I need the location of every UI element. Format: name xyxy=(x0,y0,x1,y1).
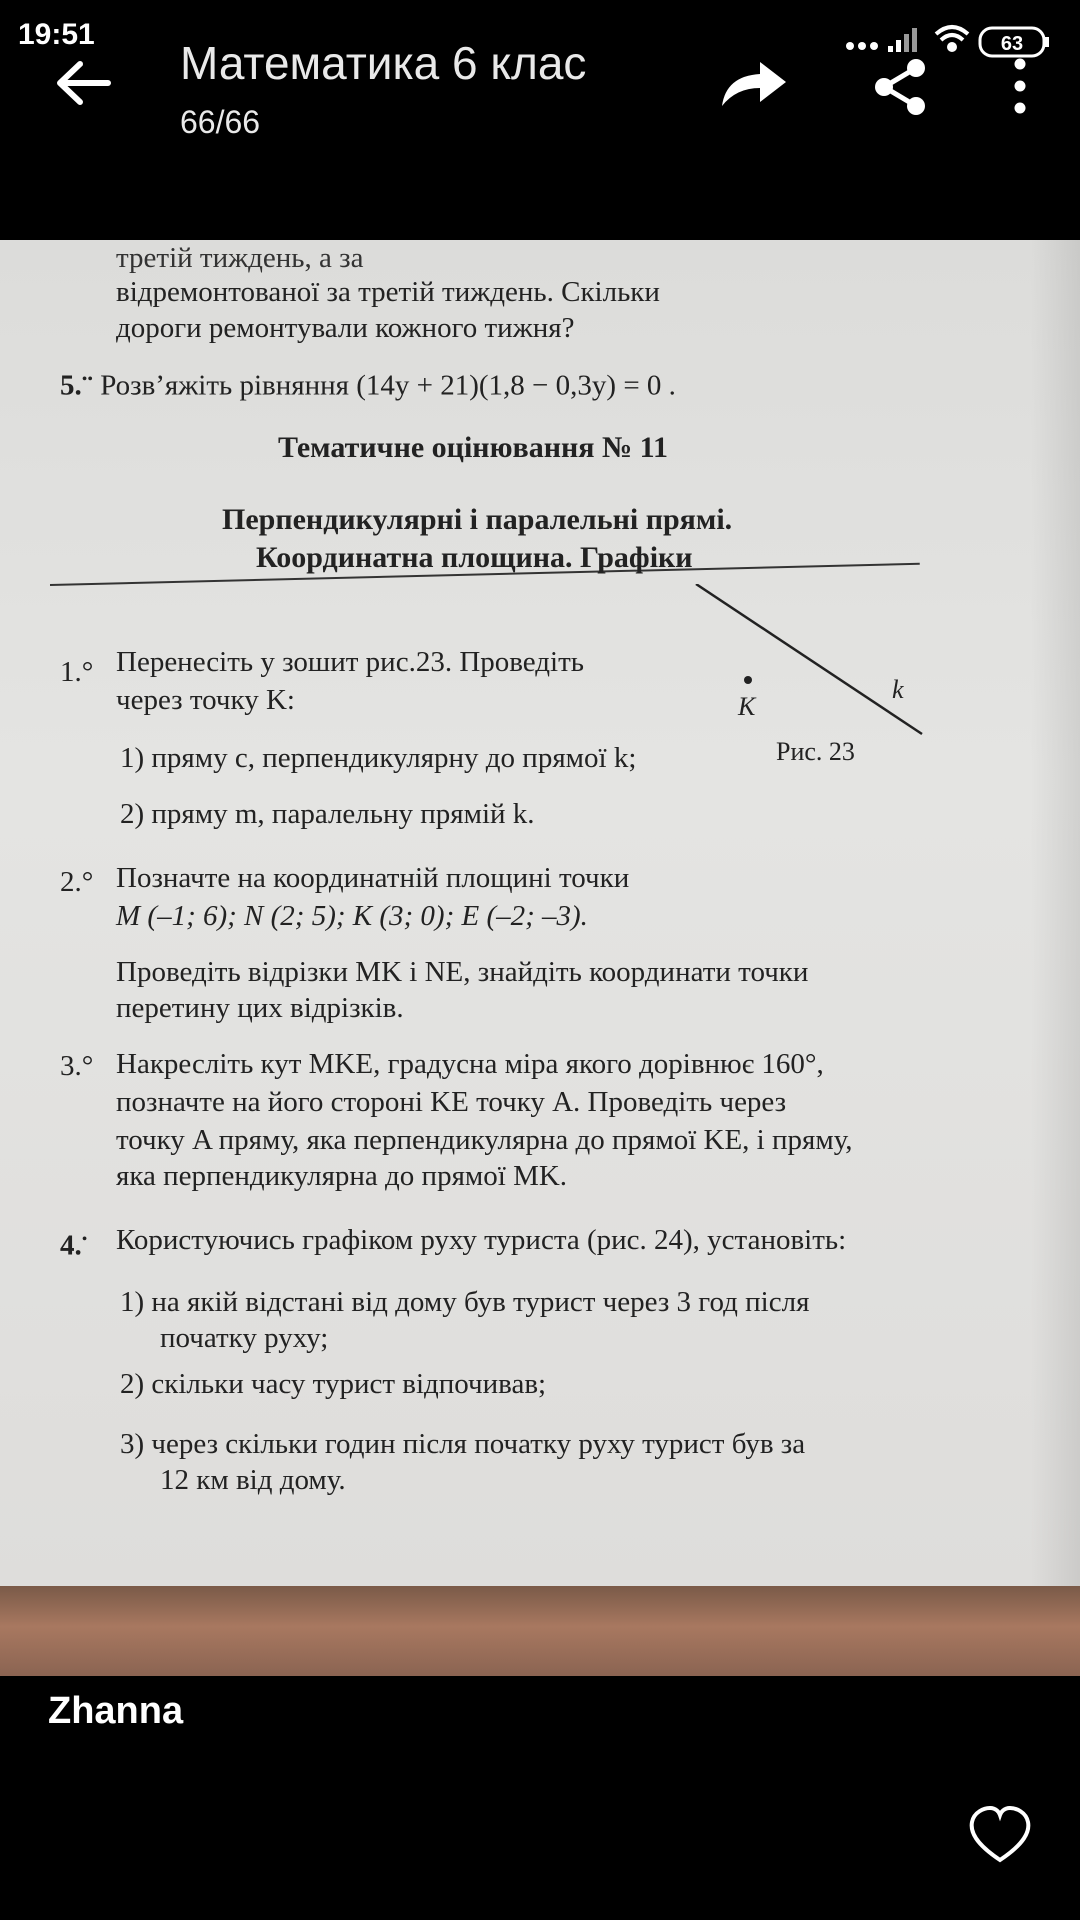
top-toolbar xyxy=(0,0,1080,240)
author-name: Zhanna xyxy=(48,1690,184,1732)
figure-caption: Рис. 23 xyxy=(776,737,855,766)
table-surface xyxy=(0,1586,1080,1676)
more-vert-icon[interactable] xyxy=(1000,56,1040,116)
task-4-item-2: 2) скільки часу турист відпочивав; xyxy=(120,1368,547,1400)
task-2-line-3: Проведіть відрізки MK і NE, знайдіть координати точки xyxy=(116,956,809,988)
task-1-item-2: 2) пряму m, паралельну прямій k. xyxy=(120,798,535,830)
prev-text-line-2: відремонтованої за третій тиждень. Скільки xyxy=(116,276,660,308)
section-subheading-1: Перпендикулярні і паралельні прямі. xyxy=(222,503,733,536)
status-time: 19:51 xyxy=(18,18,95,51)
task-5: 5.•• Розв’яжіть рівняння (14y + 21)(1,8 − 0,3y) = 0 . xyxy=(60,369,676,402)
section-subheading-2: Координатна площина. Графіки xyxy=(256,541,693,574)
task-4-item-3-line-2: 12 км від дому. xyxy=(160,1464,346,1496)
forward-icon[interactable] xyxy=(718,54,790,114)
task-2-line-1: Позначте на координатній площині точки xyxy=(116,862,630,894)
task-3-number: 3.° xyxy=(60,1050,94,1082)
line-k xyxy=(696,584,922,734)
page-title: Математика 6 клас xyxy=(180,37,587,89)
section-heading: Тематичне оцінювання № 11 xyxy=(278,431,668,464)
task-4-number: 4.• xyxy=(60,1229,88,1262)
figure-23 xyxy=(670,584,970,814)
task-3-line-3: точку A пряму, яка перпендикулярна до прямої KE, і пряму, xyxy=(116,1124,853,1156)
photo-viewer[interactable] xyxy=(0,240,1080,1676)
point-k-label: K xyxy=(738,692,756,721)
task-1-item-1: 1) пряму c, перпендикулярну до прямої k; xyxy=(120,742,637,774)
task-3-line-1: Накресліть кут MKE, градусна міра якого дорівнює 160°, xyxy=(116,1048,824,1080)
task-4-line-1: Користуючись графіком руху туриста (рис. 24), установіть: xyxy=(116,1224,847,1256)
page-counter: 66/66 xyxy=(180,104,261,140)
prev-text-line-1: третій тиждень, а за xyxy=(116,242,364,274)
task-4-item-1-line-2: початку руху; xyxy=(160,1322,329,1354)
back-arrow-icon[interactable] xyxy=(52,52,114,114)
task-1-line-1: Перенесіть у зошит рис.23. Проведіть xyxy=(116,646,584,678)
task-1-number: 1.° xyxy=(60,656,94,688)
task-4-item-1-line-1: 1) на якій відстані від дому був турист через 3 год після xyxy=(120,1286,810,1318)
point-k-dot xyxy=(744,676,752,684)
task-3-line-2: позначте на його стороні KE точку A. Проведіть через xyxy=(116,1086,787,1118)
svg-text:63: 63 xyxy=(1000,33,1024,55)
task-2-line-2: M (–1; 6); N (2; 5); K (3; 0); E (–2; –3). xyxy=(116,900,588,932)
line-k-label: k xyxy=(892,675,904,704)
task-2-line-4: перетину цих відрізків. xyxy=(116,992,404,1024)
heart-icon[interactable] xyxy=(968,1806,1032,1864)
prev-text-line-3: дороги ремонтували кожного тижня? xyxy=(116,312,575,344)
task-1-line-2: через точку K: xyxy=(116,684,295,716)
task-3-line-4: яка перпендикулярна до прямої MK. xyxy=(116,1160,568,1192)
task-2-number: 2.° xyxy=(60,866,94,898)
share-icon[interactable] xyxy=(870,56,932,118)
task-4-item-3-line-1: 3) через скільки годин після початку руху турист був за xyxy=(120,1428,806,1460)
textbook-page xyxy=(0,240,1080,1594)
